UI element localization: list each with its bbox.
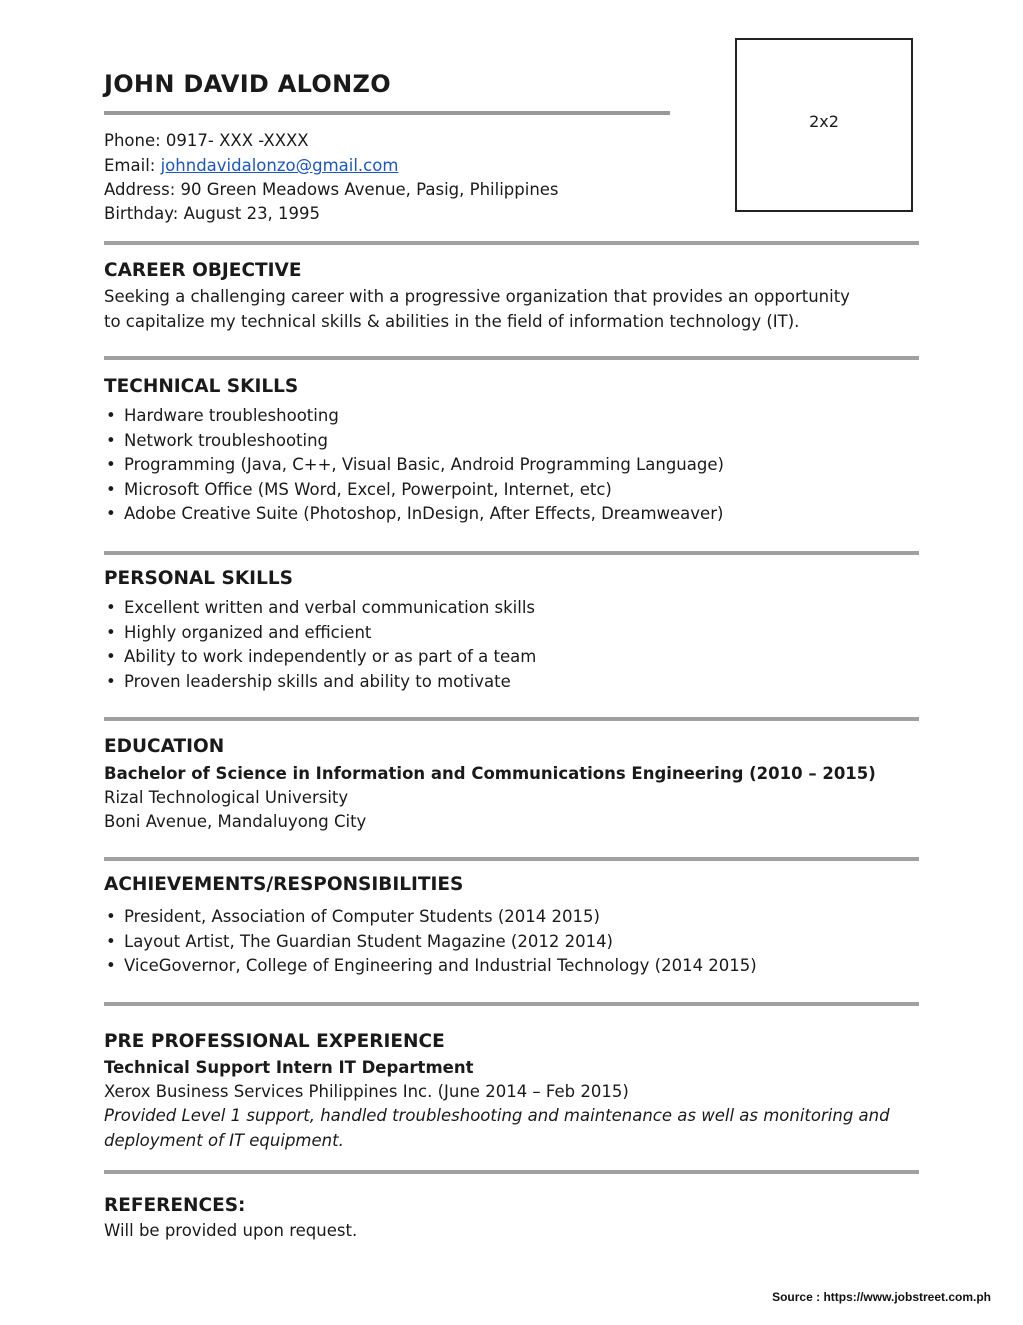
- list-item: • President, Association of Computer Students (2014 2015): [104, 905, 757, 930]
- address-line: [104, 178, 559, 202]
- section-divider: [104, 717, 919, 721]
- email-label: Email:: [104, 156, 161, 175]
- list-item: • Proven leadership skills and ability to motivate: [104, 670, 536, 695]
- experience-company: Xerox Business Services Philippines Inc. (June 2014 – Feb 2015): [104, 1082, 629, 1101]
- name-divider: [104, 111, 670, 115]
- achievements-heading: ACHIEVEMENTS/RESPONSIBILITIES: [104, 874, 464, 895]
- photo-label: 2x2: [809, 112, 839, 131]
- technical-skills-list: [104, 404, 724, 527]
- list-item: • Programming (Java, C++, Visual Basic, Android Programming Language): [104, 453, 724, 478]
- list-item: • Highly organized and efficient: [104, 621, 536, 646]
- list-item: • Layout Artist, The Guardian Student Magazine (2012 2014): [104, 930, 757, 955]
- references-text: Will be provided upon request.: [104, 1221, 358, 1240]
- phone-line: [104, 129, 309, 153]
- source-credit: Source : https://www.jobstreet.com.ph: [772, 1290, 991, 1304]
- birthday-value: August 23, 1995: [183, 204, 321, 223]
- address-value: 90 Green Meadows Avenue, Pasig, Philippines: [180, 180, 559, 199]
- section-divider: [104, 1002, 919, 1006]
- experience-description-line: deployment of IT equipment.: [104, 1131, 344, 1150]
- section-divider: [104, 356, 919, 360]
- experience-description-line: Provided Level 1 support, handled troubleshooting and maintenance as well as monitoring and: [104, 1106, 890, 1125]
- career-objective-line: Seeking a challenging career with a progressive organization that provides an opportunity: [104, 287, 850, 306]
- birthday-label: Birthday:: [104, 204, 184, 223]
- personal-skills-list: [104, 596, 536, 694]
- section-divider: [104, 241, 919, 245]
- birthday-line: [104, 202, 320, 226]
- list-item: • Adobe Creative Suite (Photoshop, InDesign, After Effects, Dreamweaver): [104, 502, 724, 527]
- photo-placeholder: [735, 38, 913, 212]
- technical-skills-heading: TECHNICAL SKILLS: [104, 376, 299, 397]
- education-heading: EDUCATION: [104, 736, 225, 757]
- section-divider: [104, 551, 919, 555]
- achievements-list: [104, 905, 757, 979]
- personal-skills-heading: PERSONAL SKILLS: [104, 568, 293, 589]
- list-item: • Ability to work independently or as part of a team: [104, 645, 536, 670]
- address-label: Address:: [104, 180, 181, 199]
- section-divider: [104, 1170, 919, 1174]
- experience-role: Technical Support Intern IT Department: [104, 1058, 474, 1077]
- education-location: Boni Avenue, Mandaluyong City: [104, 812, 367, 831]
- list-item: • ViceGovernor, College of Engineering and Industrial Technology (2014 2015): [104, 954, 757, 979]
- list-item: • Excellent written and verbal communication skills: [104, 596, 536, 621]
- list-item: • Network troubleshooting: [104, 429, 724, 454]
- list-item: • Hardware troubleshooting: [104, 404, 724, 429]
- list-item: • Microsoft Office (MS Word, Excel, Powerpoint, Internet, etc): [104, 478, 724, 503]
- career-objective-line: to capitalize my technical skills & abilities in the field of information technology (IT).: [104, 312, 800, 331]
- career-objective-heading: CAREER OBJECTIVE: [104, 260, 302, 281]
- phone-value: 0917- XXX -XXXX: [165, 131, 309, 150]
- education-school: Rizal Technological University: [104, 788, 349, 807]
- education-degree: Bachelor of Science in Information and Communications Engineering (2010 – 2015): [104, 764, 876, 783]
- references-heading: REFERENCES:: [104, 1195, 246, 1216]
- section-divider: [104, 857, 919, 861]
- experience-heading: PRE PROFESSIONAL EXPERIENCE: [104, 1031, 445, 1052]
- applicant-name: JOHN DAVID ALONZO: [104, 70, 391, 98]
- email-line: [104, 154, 398, 178]
- email-link[interactable]: johndavidalonzo@gmail.com: [160, 156, 399, 175]
- phone-label: Phone:: [104, 131, 166, 150]
